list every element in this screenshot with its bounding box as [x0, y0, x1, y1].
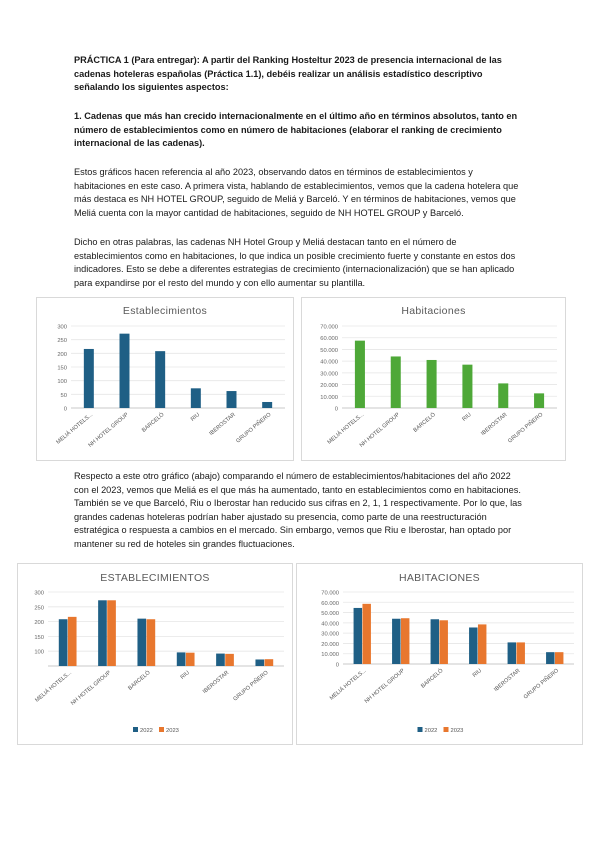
- bar: [68, 617, 77, 666]
- x-tick-label: NH HOTEL GROUP: [358, 411, 402, 449]
- bar: [84, 349, 94, 408]
- legend-swatch: [444, 727, 449, 732]
- y-tick-label: 100: [34, 649, 44, 656]
- chart-svg: [37, 298, 293, 460]
- y-tick-label: 20.000: [320, 383, 338, 390]
- bar: [546, 652, 554, 664]
- bar: [120, 334, 130, 408]
- y-tick-label: 70.000: [320, 324, 338, 331]
- bar: [391, 356, 401, 408]
- y-tick-label: 60.000: [320, 336, 338, 343]
- bar: [265, 659, 274, 666]
- legend-swatch: [159, 727, 164, 732]
- x-tick-label: NH HOTEL GROUP: [363, 667, 407, 705]
- chart-establecimientos-2023: [36, 297, 294, 461]
- x-tick-label: MELIÁ HOTELS...: [34, 669, 73, 704]
- bar: [469, 627, 477, 664]
- bar: [186, 653, 195, 666]
- y-tick-label: 150: [34, 634, 44, 641]
- bar: [555, 652, 563, 664]
- x-tick-label: BARCELÓ: [141, 411, 166, 434]
- y-tick-label: 0: [334, 406, 338, 413]
- x-tick-label: BARCELÓ: [412, 411, 437, 434]
- chart-habitaciones-2022-2023: [296, 563, 583, 745]
- bar: [155, 351, 165, 408]
- y-tick-label: 0: [63, 406, 67, 413]
- chart-title: Habitaciones: [401, 305, 466, 317]
- chart-svg: [302, 298, 565, 460]
- x-tick-label: IBEROSTAR: [493, 667, 522, 694]
- bar: [401, 618, 409, 664]
- y-tick-label: 200: [34, 620, 44, 627]
- legend-swatch: [133, 727, 138, 732]
- x-tick-label: NH HOTEL GROUP: [70, 669, 113, 707]
- y-tick-label: 250: [34, 605, 44, 612]
- bar: [177, 652, 186, 666]
- y-tick-label: 50: [60, 392, 67, 399]
- y-tick-label: 300: [57, 324, 67, 331]
- y-tick-label: 50.000: [321, 611, 339, 618]
- bar: [431, 619, 439, 664]
- y-tick-label: 70.000: [321, 590, 339, 597]
- chart-title: HABITACIONES: [398, 572, 480, 584]
- y-tick-label: 10.000: [321, 652, 339, 659]
- chart-svg: [297, 564, 582, 744]
- comparison-paragraph: Respecto a este otro gráfico (abajo) comparando el número de establecimientos/habitaciones del año 2022 con el 2023, vemos que Meliá es el que más ha aumentado, tanto en establecimientos como en habitaciones. También se ve que Barceló, Riu o Iberostar han reducido sus cifras en 2, 1, 1 respectivamente. Por lo que, las grandes cadenas hoteleras podrían haber ajustado su presencia, como parte de una reestructuración estratégica o respuesta a cambios en el mercado. Sin embargo, vemos que Riu e Iberostar, han optado por mantener su red de hoteles sin grandes fluctuaciones.: [74, 471, 522, 549]
- x-tick-label: GRUPO PIÑERO: [232, 669, 270, 703]
- bar: [225, 654, 234, 666]
- bar: [427, 360, 437, 408]
- x-tick-label: GRUPO PIÑERO: [235, 411, 273, 445]
- x-tick-label: MELIÁ HOTELS...: [55, 411, 95, 446]
- bar: [255, 659, 264, 666]
- x-tick-label: NH HOTEL GROUP: [87, 411, 130, 449]
- bar: [508, 642, 516, 664]
- bar: [516, 642, 524, 664]
- y-tick-label: 10.000: [320, 394, 338, 401]
- y-tick-label: 40.000: [321, 621, 339, 628]
- bar: [439, 620, 447, 664]
- chart-title: Establecimientos: [122, 305, 208, 317]
- bar: [262, 402, 272, 408]
- x-tick-label: RIU: [189, 411, 202, 423]
- y-tick-label: 0: [335, 662, 339, 669]
- bar: [478, 624, 486, 664]
- x-tick-label: RIU: [179, 669, 191, 681]
- bar: [392, 619, 400, 664]
- chart-habitaciones-2023: [301, 297, 566, 461]
- y-tick-label: 60.000: [321, 600, 339, 607]
- y-tick-label: 250: [57, 338, 67, 345]
- bar: [362, 604, 370, 664]
- bar: [107, 600, 116, 666]
- x-tick-label: GRUPO PIÑERO: [507, 411, 545, 445]
- legend-label: 2023: [166, 728, 179, 734]
- intro-paragraph: PRÁCTICA 1 (Para entregar): A partir del Ranking Hosteltur 2023 de presencia internacional de las cadenas hoteleras españolas (Práctica 1.1), debéis realizar un análisis estadístico descriptivo señalando los siguientes aspectos:: [74, 55, 502, 92]
- y-tick-label: 300: [34, 590, 44, 597]
- bar: [137, 619, 146, 666]
- x-tick-label: RIU: [461, 411, 473, 423]
- y-tick-label: 50.000: [320, 347, 338, 354]
- analysis-paragraph-1: Estos gráficos hacen referencia al año 2023, observando datos en términos de establecimientos y habitaciones en este caso. A primera vista, hablando de establecimientos, vemos que la cadena hotelera que más destaca es NH HOTEL GROUP, seguido de Meliá y Barceló. Y en términos de habitaciones, vemos que Meliá cuenta con la mayor cantidad de habitaciones, seguido de NH HOTEL GROUP y Barceló.: [74, 167, 519, 218]
- x-tick-label: BARCELÓ: [420, 667, 445, 690]
- y-tick-label: 40.000: [320, 359, 338, 366]
- bar: [216, 654, 225, 666]
- chart-svg: [18, 564, 292, 744]
- x-tick-label: IBEROSTAR: [480, 411, 509, 438]
- y-tick-label: 30.000: [321, 631, 339, 638]
- y-tick-label: 30.000: [320, 371, 338, 378]
- bar: [462, 365, 472, 408]
- legend-label: 2022: [424, 728, 438, 734]
- bar: [59, 619, 68, 666]
- question-paragraph: 1. Cadenas que más han crecido internacionalmente en el último año en términos absolutos, tanto en número de establecimientos como en número de habitaciones (elaborar el ranking de crecimiento internacional de las cadenas).: [74, 111, 518, 148]
- legend-label: 2022: [140, 728, 153, 734]
- x-tick-label: MELIÁ HOTELS...: [328, 667, 368, 702]
- chart-establecimientos-2022-2023: [17, 563, 293, 745]
- x-tick-label: RIU: [471, 667, 484, 679]
- y-tick-label: 150: [57, 365, 67, 372]
- bar: [498, 383, 508, 408]
- x-tick-label: IBEROSTAR: [208, 411, 237, 438]
- y-tick-label: 20.000: [321, 641, 339, 648]
- x-tick-label: MELIÁ HOTELS...: [326, 411, 366, 446]
- y-tick-label: 200: [57, 351, 67, 358]
- legend-label: 2023: [450, 728, 464, 734]
- bar: [227, 391, 237, 408]
- bar: [98, 600, 107, 666]
- bar: [191, 388, 201, 408]
- analysis-paragraph-2: Dicho en otras palabras, las cadenas NH Hotel Group y Meliá destacan tanto en el número de establecimientos como en habitaciones, lo que indica un posible crecimiento fuerte y constante en estos dos indicadores. Esto se debe a diferentes estrategias de crecimiento (internacionalización) que se han aplicado para expandirse por el resto del mundo y con ello aumentar su plantilla.: [74, 237, 516, 288]
- y-tick-label: 100: [57, 379, 67, 386]
- legend-swatch: [418, 727, 423, 732]
- chart-title: ESTABLECIMIENTOS: [100, 572, 210, 584]
- bar: [354, 608, 362, 664]
- x-tick-label: IBEROSTAR: [201, 669, 231, 696]
- bar: [355, 341, 365, 408]
- bar: [534, 393, 544, 408]
- x-tick-label: BARCELÓ: [127, 669, 152, 692]
- x-tick-label: GRUPO PIÑERO: [522, 667, 561, 701]
- bar: [147, 619, 156, 666]
